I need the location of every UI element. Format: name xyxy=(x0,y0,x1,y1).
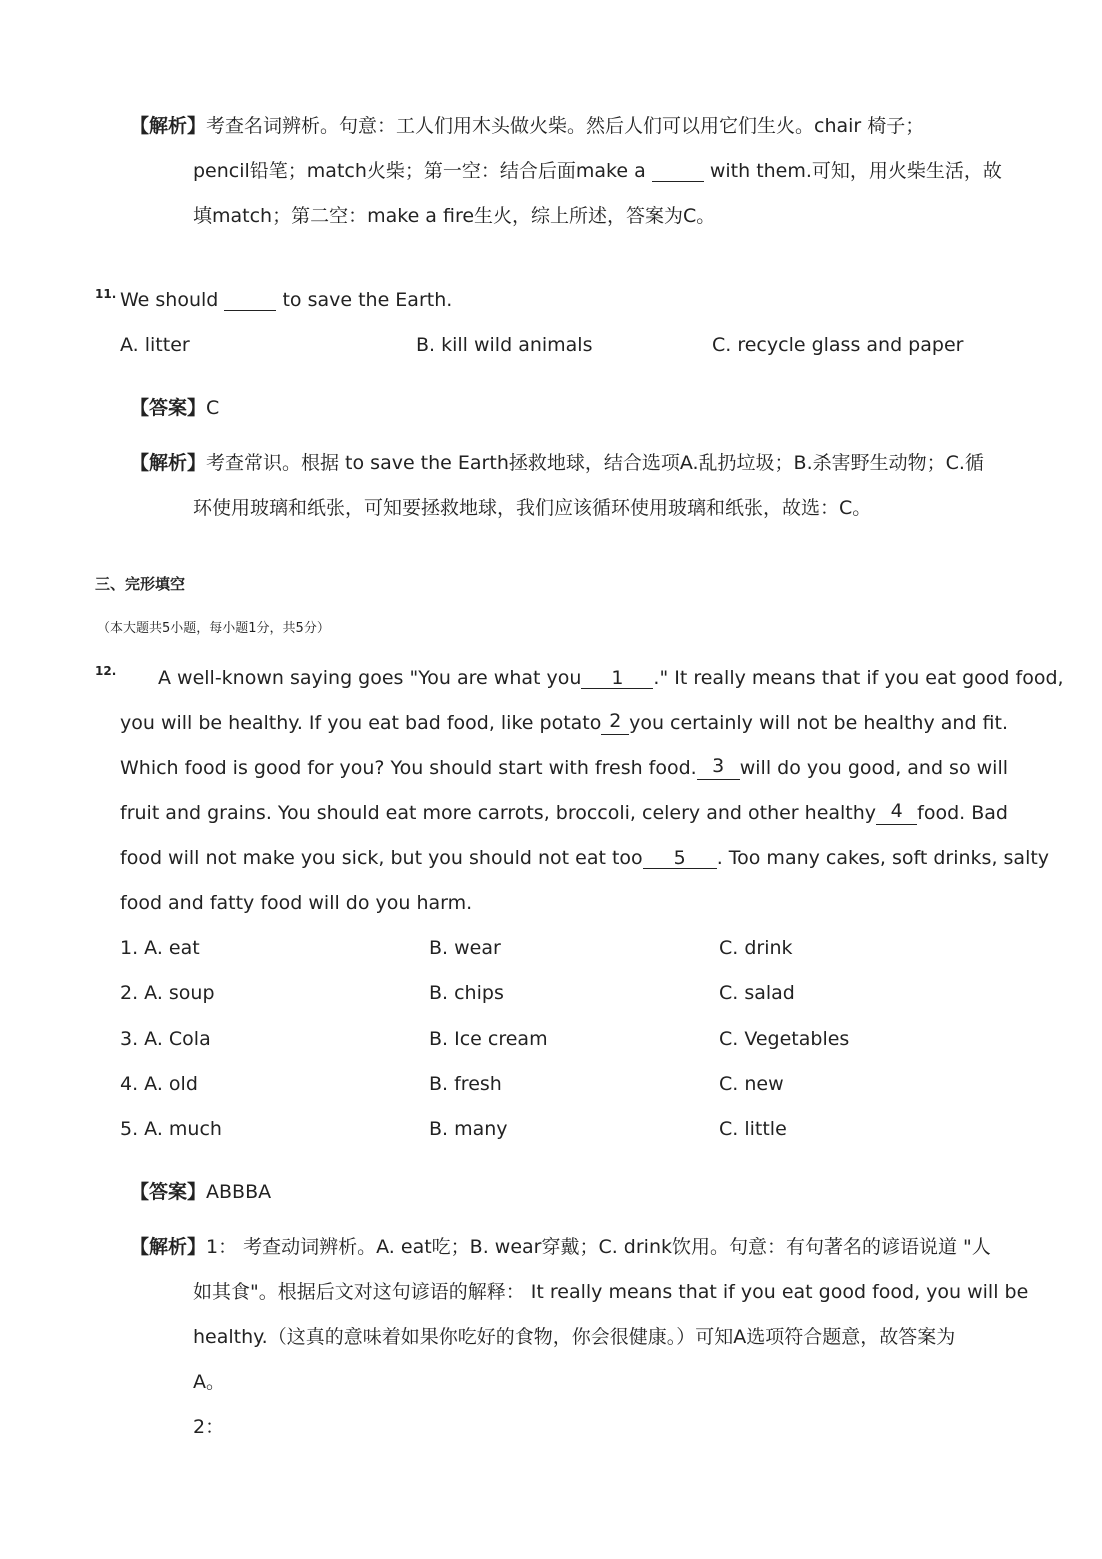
q12-option: B. fresh xyxy=(429,1073,502,1095)
cloze-blank-2: 2 xyxy=(601,711,629,735)
q12-option: B. Ice cream xyxy=(429,1028,548,1050)
section-title: 三、完形填空 xyxy=(95,575,186,593)
q12-option: C. salad xyxy=(719,982,795,1004)
question-number: 11. xyxy=(95,287,117,301)
passage-line: you will be healthy. If you eat bad food, like potato 2 you certainly will not be healthy and fit. xyxy=(120,710,1008,734)
q11-option-c: C. recycle glass and paper xyxy=(712,334,964,356)
passage-line: food will not make you sick, but you should not eat too 5 . Too many cakes, soft drinks, salty xyxy=(120,847,1050,869)
cloze-blank-5: 5 xyxy=(643,848,717,869)
q11-answer: 【答案】C xyxy=(130,397,220,419)
q12-analysis-line1: 【解析】1： 考查动词辨析。A. eat吃；B. wear穿戴；C. drink饮用。句意：有句著名的谚语说道 "人 xyxy=(130,1236,991,1258)
q12-option: B. wear xyxy=(429,937,501,959)
q12-option: 4. A. old xyxy=(120,1073,198,1095)
passage-line: food and fatty food will do you harm. xyxy=(120,892,473,914)
q11-option-a: A. litter xyxy=(120,334,190,356)
q12-analysis-line2: 如其食"。根据后文对这句谚语的解释： It really means that if you eat good food, you will be xyxy=(193,1281,1029,1303)
analysis-tag: 【解析】 xyxy=(130,452,207,474)
q12-option: B. chips xyxy=(429,982,504,1004)
q10-analysis-line3: 填match；第二空：make a fire生火，综上所述，答案为C。 xyxy=(193,205,716,227)
q12-option: C. drink xyxy=(719,937,793,959)
cloze-blank-1: 1 xyxy=(581,668,653,689)
fill-blank xyxy=(652,161,704,182)
answer-tag: 【答案】 xyxy=(130,397,207,419)
q11-stem: We should to save the Earth. xyxy=(120,289,453,311)
q12-option: 3. A. Cola xyxy=(120,1028,211,1050)
q12-option: C. Vegetables xyxy=(719,1028,850,1050)
passage-line: Which food is good for you? You should start with fresh food. 3 will do you good, and so will xyxy=(120,755,1008,779)
cloze-blank-3: 3 xyxy=(697,756,740,780)
cloze-blank-4: 4 xyxy=(876,801,917,825)
passage-line: fruit and grains. You should eat more carrots, broccoli, celery and other healthy 4 food. Bad xyxy=(120,800,1008,824)
q11-analysis-line1: 【解析】考查常识。根据 to save the Earth拯救地球，结合选项A.乱扔垃圾；B.杀害野生动物；C.循 xyxy=(130,452,984,474)
q12-analysis-line4: A。 xyxy=(193,1371,225,1393)
q12-analysis-line5: 2： xyxy=(193,1416,225,1438)
q10-analysis-line1: 【解析】考查名词辨析。句意：工人们用木头做火柴。然后人们可以用它们生火。chair 椅子； xyxy=(130,115,925,137)
q12-option: 2. A. soup xyxy=(120,982,215,1004)
q11-analysis-line2: 环使用玻璃和纸张，可知要拯救地球，我们应该循环使用玻璃和纸张，故选：C。 xyxy=(193,497,872,519)
passage-line: A well-known saying goes "You are what you 1 ." It really means that if you eat good food, xyxy=(158,667,1064,689)
answer-tag: 【答案】 xyxy=(130,1181,207,1203)
analysis-tag: 【解析】 xyxy=(130,115,207,137)
q12-option: C. little xyxy=(719,1118,787,1140)
section-note: （本大题共5小题，每小题1分，共5分） xyxy=(97,621,330,636)
q12-option: 1. A. eat xyxy=(120,937,200,959)
q12-option: 5. A. much xyxy=(120,1118,222,1140)
q12-option: B. many xyxy=(429,1118,508,1140)
q12-analysis-line3: healthy.（这真的意味着如果你吃好的食物，你会很健康。）可知A选项符合题意，故答案为 xyxy=(193,1326,956,1348)
q11-option-b: B. kill wild animals xyxy=(416,334,593,356)
fill-blank xyxy=(224,290,276,311)
analysis-tag: 【解析】 xyxy=(130,1236,207,1258)
question-number: 12. xyxy=(95,664,117,678)
q10-analysis-line2: pencil铅笔；match火柴；第一空：结合后面make a with them.可知，用火柴生活，故 xyxy=(193,160,1002,182)
q12-answer: 【答案】ABBBA xyxy=(130,1181,272,1203)
q12-option: C. new xyxy=(719,1073,784,1095)
